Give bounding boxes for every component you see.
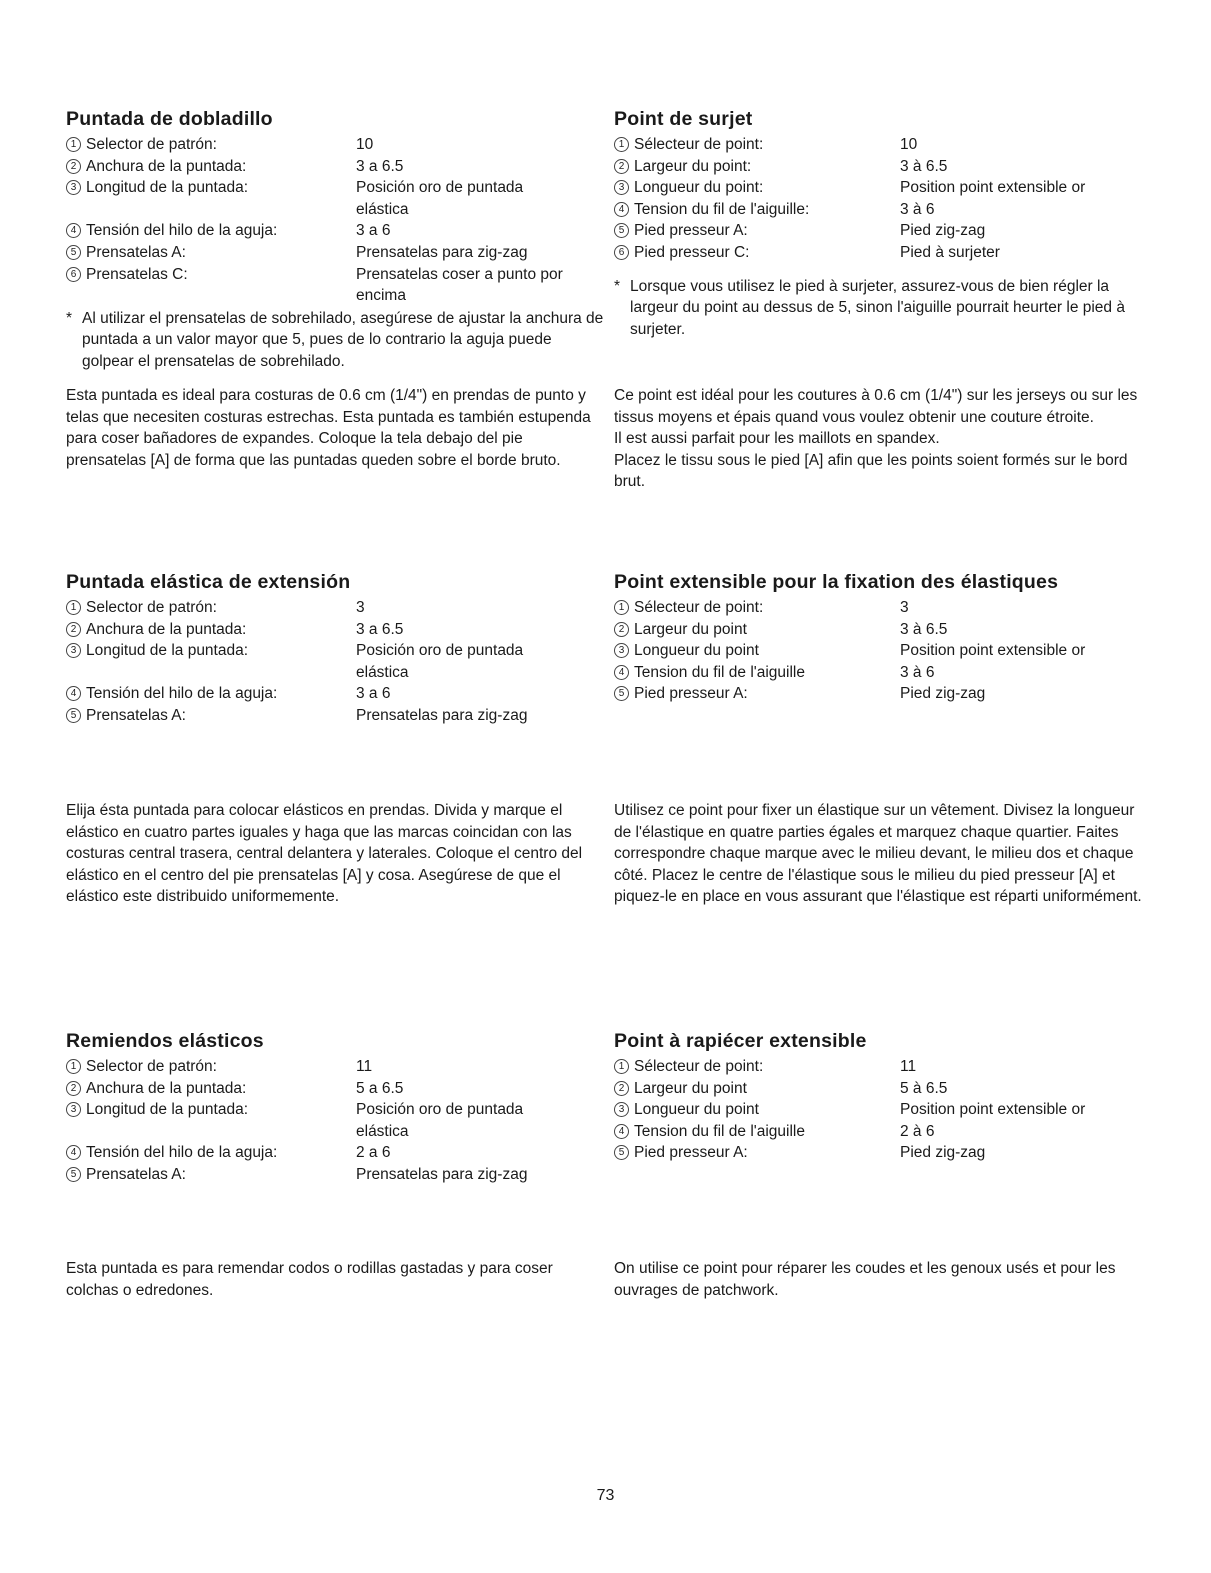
circled-number-icon: 4 xyxy=(66,686,81,701)
setting-row xyxy=(66,640,606,683)
setting-label: Largeur du point xyxy=(634,620,747,638)
setting-label: Longitud de la puntada: xyxy=(86,179,249,197)
settings-list xyxy=(614,134,1154,264)
setting-row xyxy=(614,662,1154,684)
setting-value: 3 a 6 xyxy=(356,222,391,240)
setting-value: 2 à 6 xyxy=(900,1122,935,1140)
setting-row xyxy=(614,220,1154,242)
circled-number-icon: 3 xyxy=(614,643,629,658)
setting-label: Longitud de la puntada: xyxy=(86,1101,249,1119)
circled-number-icon: 5 xyxy=(614,1145,629,1160)
setting-row xyxy=(614,1078,1154,1100)
circled-number-icon: 2 xyxy=(614,622,629,637)
setting-value: 5 à 6.5 xyxy=(900,1079,948,1097)
setting-label: Prensatelas A: xyxy=(86,1165,186,1183)
setting-value: Pied zig-zag xyxy=(900,685,986,703)
setting-label: Pied presseur A: xyxy=(634,1144,748,1162)
setting-row xyxy=(614,1142,1154,1164)
circled-number-icon: 5 xyxy=(614,686,629,701)
setting-row xyxy=(66,705,606,727)
setting-row xyxy=(614,1099,1154,1121)
setting-row xyxy=(614,134,1154,156)
setting-value: Pied zig-zag xyxy=(900,222,986,240)
setting-row xyxy=(66,1056,606,1078)
circled-number-icon: 3 xyxy=(66,180,81,195)
setting-label: Largeur du point xyxy=(634,1079,747,1097)
circled-number-icon: 5 xyxy=(66,708,81,723)
setting-row xyxy=(66,619,606,641)
setting-label: Anchura de la puntada: xyxy=(86,620,247,638)
setting-label: Tensión del hilo de la aguja: xyxy=(86,1144,278,1162)
section-elastic-patch-fr xyxy=(614,1030,1154,1164)
settings-list xyxy=(66,1056,606,1186)
setting-value: 3 a 6.5 xyxy=(356,157,404,175)
setting-row xyxy=(66,134,606,156)
circled-number-icon: 1 xyxy=(614,1059,629,1074)
setting-value: Prensatelas coser a punto por encima xyxy=(356,265,563,305)
setting-row xyxy=(614,683,1154,705)
setting-row xyxy=(66,597,606,619)
setting-value: Pied à surjeter xyxy=(900,243,1000,261)
section-title: Puntada elástica de extensión xyxy=(66,571,351,593)
description-paragraph: Ce point est idéal pour les coutures à 0.6 cm (1/4") sur les jerseys ou sur les tissus moyens et épais quand vous voulez obtenir une couture étroite. Il est aussi parfait pour les maillots en spandex. Placez le tissu sous le pied [A] afin que les points soient formés sur le bord brut. xyxy=(614,387,1138,491)
settings-list xyxy=(614,597,1154,705)
setting-label: Anchura de la puntada: xyxy=(86,157,247,175)
setting-label: Longueur du point: xyxy=(634,179,764,197)
setting-row xyxy=(614,1056,1154,1078)
note-marker: * xyxy=(614,277,621,295)
setting-label: Pied presseur C: xyxy=(634,243,750,261)
circled-number-icon: 5 xyxy=(66,1167,81,1182)
circled-number-icon: 4 xyxy=(614,1124,629,1139)
setting-row xyxy=(614,156,1154,178)
setting-label: Longueur du point xyxy=(634,1101,759,1119)
setting-value: Prensatelas para zig-zag xyxy=(356,706,528,724)
setting-label: Longitud de la puntada: xyxy=(86,642,249,660)
setting-value: Posición oro de puntada elástica xyxy=(356,179,524,218)
setting-value: 10 xyxy=(356,136,374,153)
section-elastic-stitch-es xyxy=(66,571,606,727)
settings-list xyxy=(614,1056,1154,1164)
settings-list xyxy=(66,134,606,307)
circled-number-icon: 1 xyxy=(614,600,629,615)
setting-value: 3 à 6.5 xyxy=(900,620,948,638)
circled-number-icon: 3 xyxy=(66,1102,81,1117)
circled-number-icon: 5 xyxy=(614,223,629,238)
setting-label: Tensión del hilo de la aguja: xyxy=(86,222,278,240)
setting-row xyxy=(614,640,1154,662)
setting-value: Posición oro de puntada elástica xyxy=(356,1101,524,1140)
setting-value: 10 xyxy=(900,136,918,153)
setting-label: Tensión del hilo de la aguja: xyxy=(86,685,278,703)
circled-number-icon: 4 xyxy=(66,1145,81,1160)
circled-number-icon: 4 xyxy=(66,223,81,238)
description-paragraph: On utilise ce point pour réparer les coudes et les genoux usés et pour les ouvrages de patchwork. xyxy=(614,1260,1116,1299)
setting-row xyxy=(614,199,1154,221)
setting-row xyxy=(614,177,1154,199)
circled-number-icon: 6 xyxy=(66,267,81,282)
setting-row xyxy=(66,1099,606,1142)
setting-label: Pied presseur A: xyxy=(634,222,748,240)
circled-number-icon: 2 xyxy=(66,1081,81,1096)
setting-label: Anchura de la puntada: xyxy=(86,1079,247,1097)
setting-row xyxy=(614,242,1154,264)
setting-value: 3 xyxy=(900,599,909,616)
section-title: Point à rapiécer extensible xyxy=(614,1030,867,1052)
circled-number-icon: 2 xyxy=(614,159,629,174)
setting-label: Longueur du point xyxy=(634,642,759,660)
setting-label: Prensatelas A: xyxy=(86,243,186,261)
setting-value: 3 à 6 xyxy=(900,200,935,218)
note-marker: * xyxy=(66,309,73,327)
setting-row xyxy=(66,242,606,264)
setting-row xyxy=(614,597,1154,619)
setting-label: Prensatelas C: xyxy=(86,265,188,283)
section-overlock-stitch-fr xyxy=(614,108,1154,340)
setting-label: Sélecteur de point: xyxy=(634,1058,764,1075)
circled-number-icon: 3 xyxy=(614,1102,629,1117)
setting-row xyxy=(66,156,606,178)
setting-label: Selector de patrón: xyxy=(86,1058,217,1075)
setting-value: 3 a 6.5 xyxy=(356,620,404,638)
note xyxy=(66,308,606,373)
setting-value: 3 a 6 xyxy=(356,685,391,703)
setting-row xyxy=(614,619,1154,641)
setting-label: Selector de patrón: xyxy=(86,136,217,153)
setting-label: Sélecteur de point: xyxy=(634,599,764,616)
circled-number-icon: 2 xyxy=(614,1081,629,1096)
setting-row xyxy=(66,1164,606,1186)
setting-value: 3 à 6 xyxy=(900,663,935,681)
setting-row xyxy=(66,264,606,307)
circled-number-icon: 2 xyxy=(66,159,81,174)
setting-value: 2 a 6 xyxy=(356,1144,391,1162)
setting-label: Prensatelas A: xyxy=(86,706,186,724)
circled-number-icon: 3 xyxy=(66,643,81,658)
section-elastic-patch-es xyxy=(66,1030,606,1186)
setting-row xyxy=(66,1142,606,1164)
circled-number-icon: 1 xyxy=(66,1059,81,1074)
setting-row xyxy=(66,220,606,242)
setting-row xyxy=(66,177,606,220)
setting-value: 3 à 6.5 xyxy=(900,157,948,175)
setting-value: Prensatelas para zig-zag xyxy=(356,1165,528,1183)
section-title: Remiendos elásticos xyxy=(66,1030,264,1052)
section-title: Point extensible pour la fixation des élastiques xyxy=(614,571,1059,593)
circled-number-icon: 3 xyxy=(614,180,629,195)
setting-row xyxy=(614,1121,1154,1143)
setting-value: 11 xyxy=(900,1058,917,1075)
setting-label: Largeur du point: xyxy=(634,157,752,175)
note-text: Lorsque vous utilisez le pied à surjeter, assurez-vous de bien régler la largeur du point au dessus de 5, sinon l'aiguille pourrait heurter le pied à surjeter. xyxy=(630,277,1125,338)
setting-label: Pied presseur A: xyxy=(634,685,748,703)
circled-number-icon: 1 xyxy=(66,600,81,615)
description-paragraph: Esta puntada es ideal para costuras de 0.6 cm (1/4") en prendas de punto y telas que necesiten costuras estrechas. Esta puntada es también estupenda para coser bañadores de expandes. Coloque la tela debajo del pie prensatelas [A] de forma que las puntadas queden sobre el borde bruto. xyxy=(66,387,591,469)
setting-value: Prensatelas para zig-zag xyxy=(356,243,528,261)
circled-number-icon: 2 xyxy=(66,622,81,637)
setting-value: 5 a 6.5 xyxy=(356,1079,404,1097)
setting-label: Tension du fil de l'aiguille: xyxy=(634,200,810,218)
setting-label: Sélecteur de point: xyxy=(634,136,764,153)
setting-value: 3 xyxy=(356,599,365,616)
setting-value: Position point extensible or xyxy=(900,179,1086,197)
setting-label: Selector de patrón: xyxy=(86,599,217,616)
setting-value: Position point extensible or xyxy=(900,1101,1086,1119)
section-title: Puntada de dobladillo xyxy=(66,108,273,130)
setting-value: 11 xyxy=(356,1058,373,1075)
circled-number-icon: 5 xyxy=(66,245,81,260)
circled-number-icon: 4 xyxy=(614,665,629,680)
circled-number-icon: 6 xyxy=(614,245,629,260)
setting-label: Tension du fil de l'aiguille xyxy=(634,1122,805,1140)
setting-row xyxy=(66,683,606,705)
section-hem-stitch-es xyxy=(66,108,606,373)
description-paragraph: Utilisez ce point pour fixer un élastique sur un vêtement. Divisez la longueur de l'élastique en quatre parties égales et marquez chaque quartier. Faites correspondre chaque marque avec le milieu devant, le milieu dos et chaque côté. Placez le centre de l'élastique sous le milieu du pied presseur [A] et piquez-le en place en vous assurant que l'élastique est réparti uniformément. xyxy=(614,802,1142,906)
circled-number-icon: 1 xyxy=(614,137,629,152)
setting-value: Posición oro de puntada elástica xyxy=(356,642,524,681)
note-text: Al utilizar el prensatelas de sobrehilado, asegúrese de ajustar la anchura de puntada a un valor mayor que 5, pues de lo contrario la aguja puede golpear el prensatelas de sobrehilado. xyxy=(82,309,604,370)
circled-number-icon: 1 xyxy=(66,137,81,152)
settings-list xyxy=(66,597,606,727)
setting-value: Pied zig-zag xyxy=(900,1144,986,1162)
section-elastic-stitch-fr xyxy=(614,571,1154,705)
setting-label: Tension du fil de l'aiguille xyxy=(634,663,805,681)
section-title: Point de surjet xyxy=(614,108,753,130)
description-paragraph: Esta puntada es para remendar codos o rodillas gastadas y para coser colchas o edredones. xyxy=(66,1260,553,1299)
circled-number-icon: 4 xyxy=(614,202,629,217)
setting-value: Position point extensible or xyxy=(900,642,1086,660)
description-paragraph: Elija ésta puntada para colocar elásticos en prendas. Divida y marque el elástico en cuatro partes iguales y haga que las marcas coincidan con las costuras central trasera, central delantera y laterales. Coloque el centro del elástico en el centro del pie prensatelas [A] y cosa. Asegúrese de que el elástico este distribuido uniformemente. xyxy=(66,802,583,906)
setting-row xyxy=(66,1078,606,1100)
page-number: 73 xyxy=(596,1487,615,1504)
note xyxy=(614,276,1154,341)
